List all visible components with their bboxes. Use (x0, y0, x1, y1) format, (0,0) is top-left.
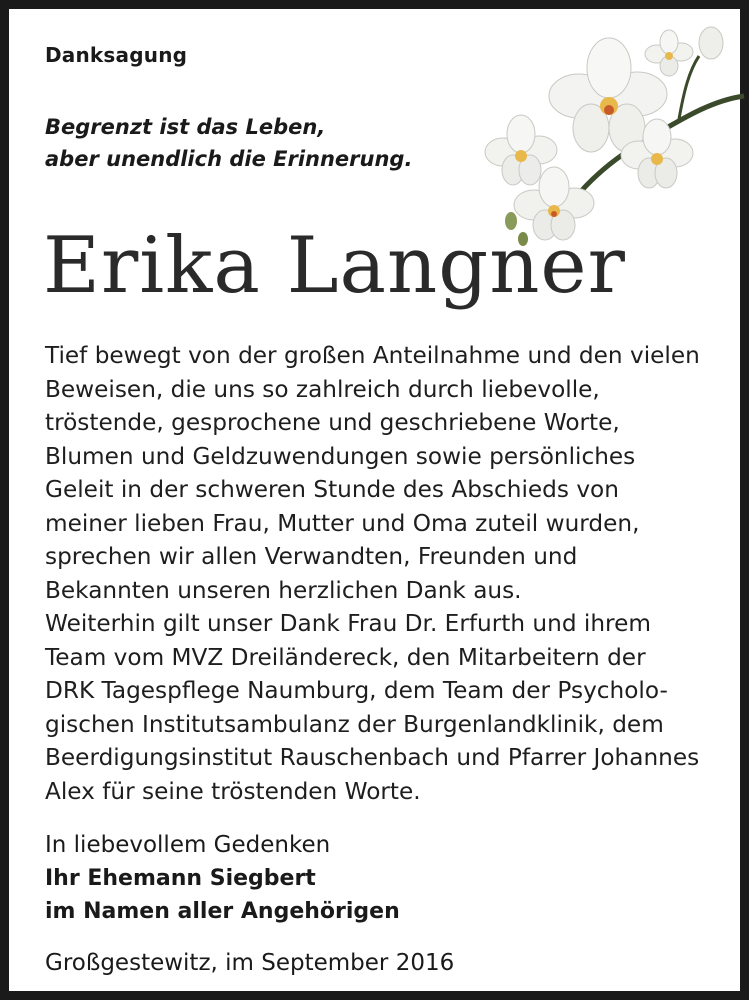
body-text (45, 339, 700, 808)
body-line: Alex für seine tröstenden Worte. (45, 777, 421, 805)
motto-line-1: Begrenzt ist das Leben, (45, 115, 326, 139)
signatory-line: im Namen aller Angehörigen (45, 899, 400, 924)
deceased-name: Erika Langner (43, 221, 626, 311)
body-line: Tief bewegt von der großen Anteilnahme und den vielen (45, 342, 700, 369)
body-line: meiner lieben Frau, Mutter und Oma zuteil wurden, (45, 509, 640, 537)
orchid-branch-icon (479, 21, 749, 251)
closing-line: In liebevollem Gedenken (45, 832, 331, 858)
body-line: Bekannten unseren herzlichen Dank aus. (45, 576, 522, 604)
motto (45, 111, 412, 175)
closing-block (45, 829, 400, 928)
body-line: sprechen wir allen Verwandten, Freunden und (45, 543, 578, 570)
body-line: tröstende, gesprochene und geschriebene Worte, (45, 409, 620, 436)
body-line: Beerdigungsinstitut Rauschenbach und Pfarrer Johannes (45, 744, 700, 771)
body-line: Weiterhin gilt unser Dank Frau Dr. Erfurth und ihrem (45, 610, 651, 637)
body-line: Geleit in der schweren Stunde des Abschieds von (45, 476, 619, 503)
body-line: gischen Institutsambulanz der Burgenlandklinik, dem (45, 710, 664, 738)
place-date: Großgestewitz, im September 2016 (45, 950, 455, 976)
signatory-line: Ihr Ehemann Siegbert (45, 866, 316, 891)
notice-heading: Danksagung (45, 43, 188, 67)
body-line: Beweisen, die uns so zahlreich durch liebevolle, (45, 375, 600, 403)
body-line: DRK Tagespflege Naumburg, dem Team der Psycholo- (45, 677, 668, 704)
body-line: Team vom MVZ Dreiländereck, den Mitarbeitern der (45, 643, 646, 671)
motto-line-2: aber unendlich die Erinnerung. (45, 147, 413, 171)
body-line: Blumen und Geldzuwendungen sowie persönliches (45, 442, 636, 470)
